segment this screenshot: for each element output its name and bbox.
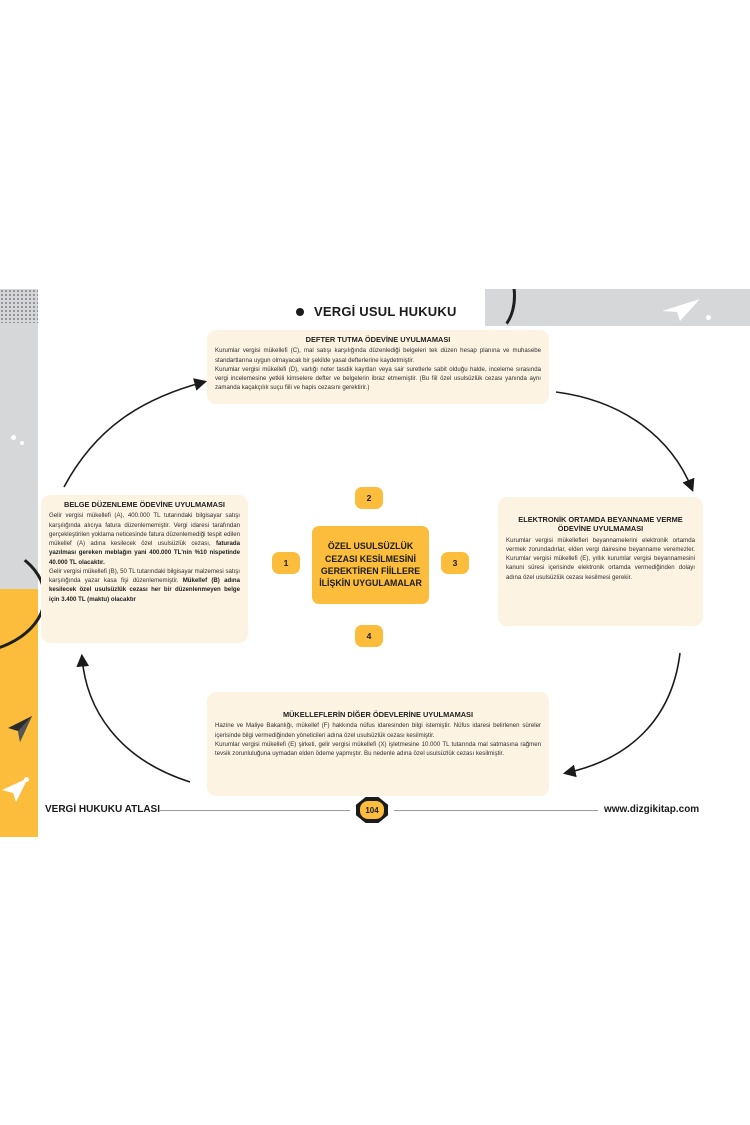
box-paragraph: Kurumlar vergisi mükellefleri beyannamelerini elektronik ortamda vermek zorundadırlar, elden vergi dairesine beyanname veremezler. Kurumlar vergisi mükellefi (E), yıllık kurumlar vergisi beyannamesini kanuni süresi içerisinde elektronik ortamda vermediğinden dolayı adına özel usulsüzlük cezası kesilmesi gerekir. xyxy=(506,536,695,581)
center-topic-text: ÖZEL USULSÜZLÜK CEZASI KESİLMESİNİ GEREKTİREN FİİLLERE İLİŞKİN UYGULAMALAR xyxy=(319,541,422,589)
page-number: 104 xyxy=(360,801,384,819)
page-title: VERGİ USUL HUKUKU xyxy=(314,304,457,319)
number-badge-3: 3 xyxy=(441,552,469,574)
box-title: ELEKTRONİK ORTAMDA BEYANNAME VERME ÖDEVİNE UYULMAMASI xyxy=(518,515,683,534)
diger-odevler-box xyxy=(207,692,549,796)
elektronik-beyanname-box xyxy=(498,497,703,626)
belge-duzenleme-box xyxy=(41,495,248,643)
book-page xyxy=(0,289,750,837)
footer-book-title: VERGİ HUKUKU ATLASI xyxy=(45,804,160,815)
number-badge-2: 2 xyxy=(355,487,383,509)
box-title: MÜKELLEFLERİN DİĞER ÖDEVLERİNE UYULMAMASI xyxy=(282,710,474,719)
footer-divider xyxy=(160,810,350,811)
footer-website: www.dizgikitap.com xyxy=(604,804,700,815)
box-title: BELGE DÜZENLEME ÖDEVİNE UYULMAMASI xyxy=(64,500,225,509)
box-paragraph: Kurumlar vergisi mükellefi (C), mal satışı karşılığında düzenlediği belgeleri tek düzen hesap planına ve muhasebe standartlarına uygun olmayacak bir şekilde yasal defterlerine kaydetmiştir. xyxy=(215,347,541,364)
box-paragraph: Kurumlar vergisi mükellefi (E) şirketi, gelir vergisi mükellefi (X) işletmesine 10.000 TL tutarında mal satmasına rağmen tevsik zorunluluğuna uymadan elden ödeme yapmıştır. Bu nedenle adına özel usulsüzlük cezası kesilmiştir. xyxy=(215,740,541,757)
number-badge-1: 1 xyxy=(272,552,300,574)
center-topic-box xyxy=(312,526,429,604)
box-title: DEFTER TUTMA ÖDEVİNE UYULMAMASI xyxy=(305,335,451,344)
number-badge-4: 4 xyxy=(355,625,383,647)
box-paragraph: Kurumlar vergisi mükellefi (D), varlığı noter tasdik kayıtları veya sair suretlerle sabit olduğu halde, inceleme sırasında vergi incelemesine yetkili kimselere defter ve belgelerin ibraz etmemiştir. (Bu fiil özel usulsüzlük cezası yanında aynı zamanda kaçakçılık suçu fiili ve hapis cezasını gerektirir.) xyxy=(215,365,541,392)
footer-divider xyxy=(394,810,598,811)
box-paragraph: Gelir vergisi mükellefi (B), 50 TL tutarındaki bilgisayar malzemesi satışı karşılığında yazar kasa fişi düzenlememiştir. Mükellef (B) adına kesilecek özel usulsüzlük cezası her bir düzenlenmeyen belge için 3.400 TL (maktu) olacaktır xyxy=(49,567,241,603)
box-paragraph: Hazine ve Maliye Bakanlığı, mükellef (F) hakkında nüfus idaresinden bilgi istemiştir. Nüfus idaresi belirlenen süreler içerisinde bilgi vermediğinden yöneticileri adına özel usulsüzlük cezası kesilmiştir. xyxy=(215,722,541,739)
defter-tutma-box xyxy=(207,330,549,404)
box-paragraph: Gelir vergisi mükellefi (A), 400.000 TL tutarındaki bilgisayar satışı karşılığında alıcıya fatura düzenlememiştir. Vergi idaresi tarafından gerçekleştirilen yoklama neticesinde fatura düzenlemediği tespit edilen mükellef (A) adına kesilecek özel usulsüzlük cezası, faturada yazılması gereken meblağın yani 400.000 TL'nin %10 nispetinde 40.000 TL olacaktır. xyxy=(49,512,241,566)
